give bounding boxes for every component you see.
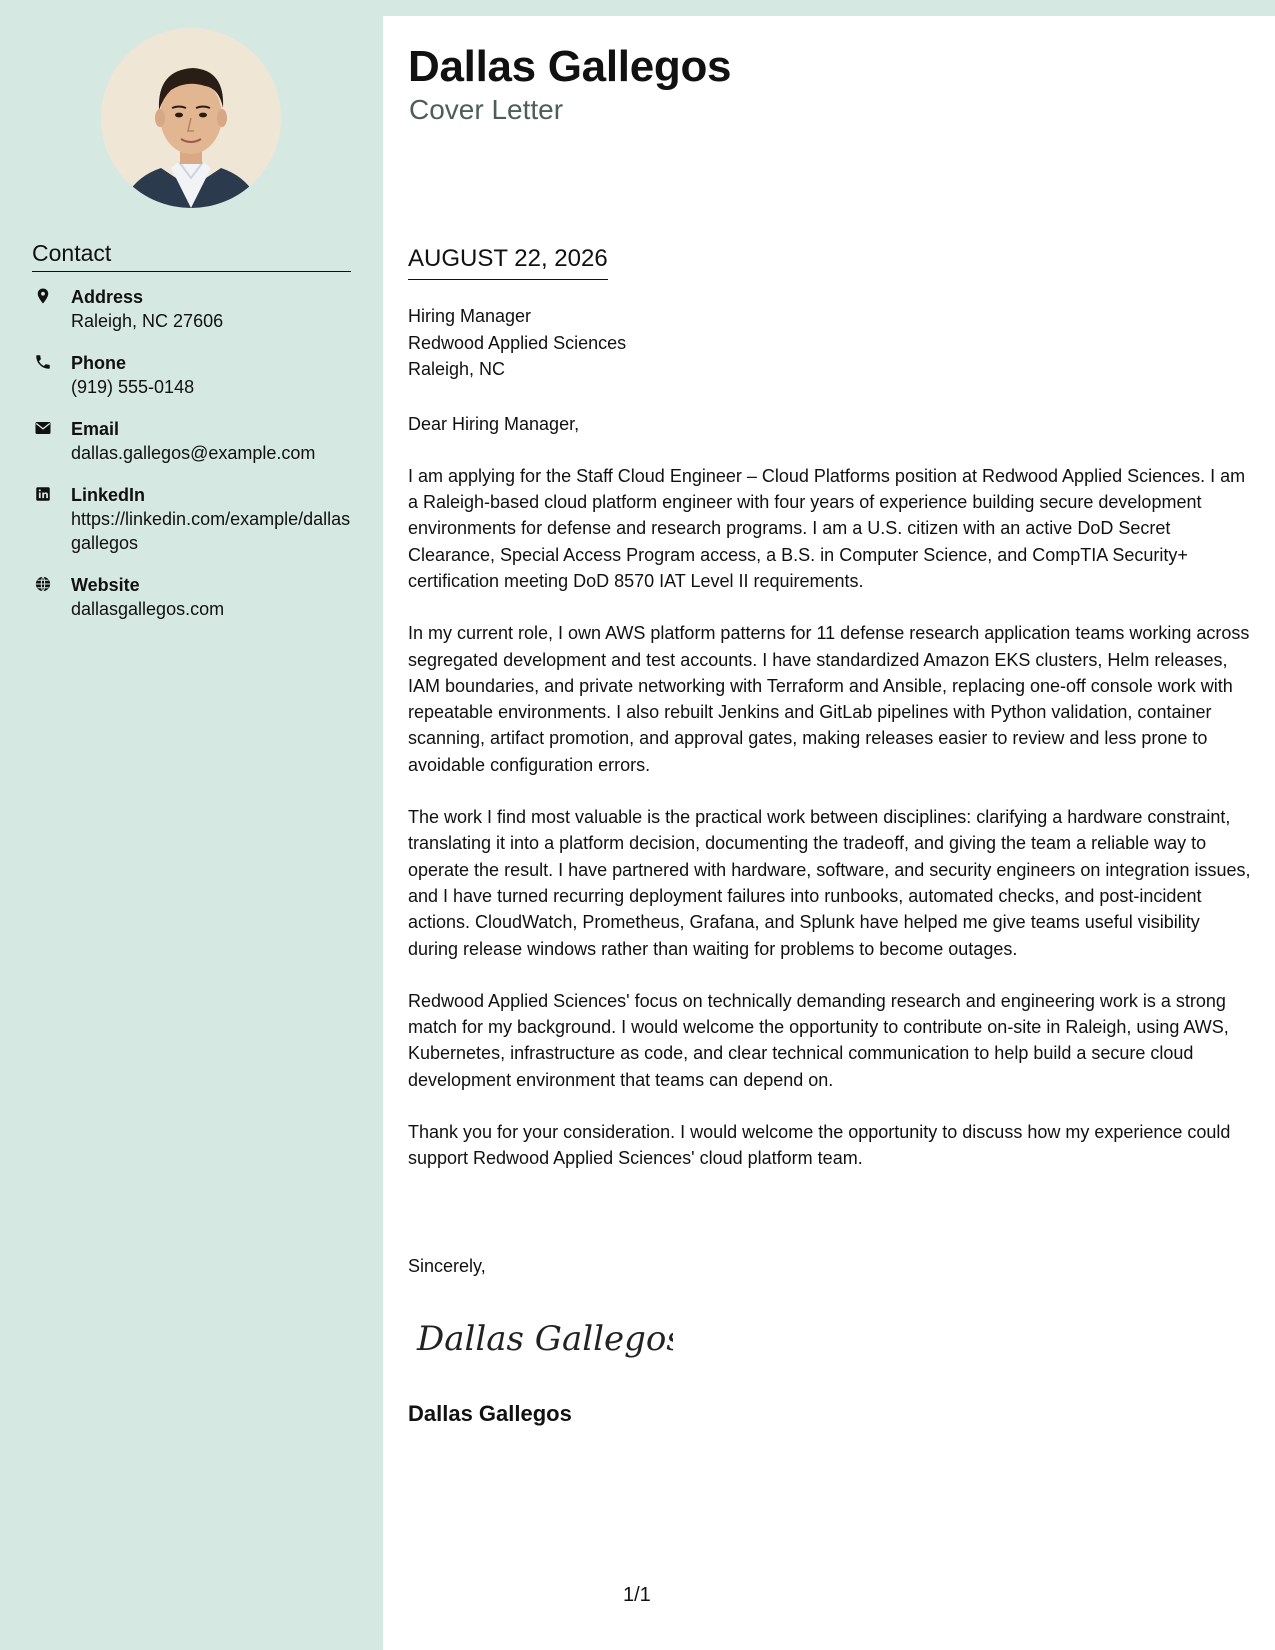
contact-value[interactable]: dallas.gallegos@example.com: [71, 443, 316, 463]
letter-date: AUGUST 22, 2026: [408, 245, 608, 280]
contact-heading: Contact: [32, 240, 351, 272]
signed-name: Dallas Gallegos: [408, 1401, 572, 1426]
contact-list: [32, 285, 352, 639]
salutation: Dear Hiring Manager,: [408, 413, 580, 434]
body-paragraph: The work I find most valuable is the practical work between disciplines: clarifying a hardware constraint, translating it into a platform decision, documenting the tradeoff, and giving the team a reliable way to operate the result. I have partnered with hardware, software, and security engineers on integration issues, and I have turned recurring deployment failures into runbooks, automated checks, and post-incident actions. CloudWatch, Prometheus, Grafana, and Splunk have helped me give teams useful visibility during release windows rather than waiting for problems to become outages.: [408, 807, 1251, 959]
body-paragraph: I am applying for the Staff Cloud Engineer – Cloud Platforms position at Redwood Applied Sciences. I am a Raleigh-based cloud platform engineer with four years of experience building secure development environments for defense and research programs. I am a U.S. citizen with an active DoD Secret Clearance, Special Access Program access, a B.S. in Computer Science, and CompTIA Security+ certification meeting DoD 8570 IAT Level II requirements.: [408, 465, 1246, 591]
sidebar: [0, 0, 383, 1650]
letter-body: [408, 303, 1253, 1172]
location-pin-icon: [34, 287, 52, 305]
envelope-icon: [34, 419, 52, 437]
contact-value: Raleigh, NC 27606: [71, 311, 224, 331]
body-paragraph: Thank you for your consideration. I would welcome the opportunity to discuss how my experience could support Redwood Applied Sciences' cloud platform team.: [408, 1122, 1231, 1169]
contact-value: (919) 555-0148: [71, 377, 195, 397]
contact-email: [32, 417, 352, 465]
profile-photo: [101, 28, 281, 208]
linkedin-icon: [34, 485, 52, 503]
contact-label: Phone: [71, 353, 127, 373]
document-type: Cover Letter: [409, 94, 564, 125]
contact-address: [32, 285, 352, 333]
contact-label: Email: [71, 419, 120, 439]
contact-phone: [32, 351, 352, 399]
contact-linkedin: [32, 483, 352, 555]
page-number: 1/1: [623, 1584, 651, 1606]
body-paragraph: In my current role, I own AWS platform patterns for 11 defense research application teams working across segregated development and test accounts. I have standardized Amazon EKS clusters, Helm releases, IAM boundaries, and private networking with Terraform and Ansible, replacing one-off console work with repeatable environments. I also rebuilt Jenkins and GitLab pipelines with Python validation, container scanning, artifact promotion, and approval gates, making releases easier to review and less prone to avoidable configuration errors.: [408, 623, 1250, 775]
recipient-line: Redwood Applied Sciences: [408, 332, 627, 353]
body-paragraph: Redwood Applied Sciences' focus on technically demanding research and engineering work is a strong match for my background. I would welcome the opportunity to contribute on-site in Raleigh, using AWS, Kubernetes, infrastructure as code, and clear technical communication to help build a secure cloud development environment that teams can depend on.: [408, 990, 1229, 1090]
contact-value[interactable]: https://linkedin.com/example/dallasgallegos: [71, 509, 351, 553]
handwritten-signature: [413, 1308, 673, 1368]
applicant-name: Dallas Gallegos: [408, 42, 732, 91]
contact-website: [32, 573, 352, 621]
letter-main: [383, 16, 1275, 1650]
closing: Sincerely,: [408, 1256, 486, 1276]
recipient-block: [408, 303, 1253, 383]
contact-label: Address: [71, 287, 144, 307]
contact-label: Website: [71, 575, 140, 595]
portrait-image: [101, 28, 281, 208]
recipient-line: Raleigh, NC: [408, 359, 506, 379]
globe-icon: [34, 575, 52, 593]
contact-label: LinkedIn: [71, 485, 146, 505]
contact-value[interactable]: dallasgallegos.com: [71, 599, 225, 619]
signature-text: Dallas Gallegos: [417, 1319, 673, 1359]
phone-icon: [34, 353, 52, 371]
recipient-line: Hiring Manager: [408, 306, 532, 326]
